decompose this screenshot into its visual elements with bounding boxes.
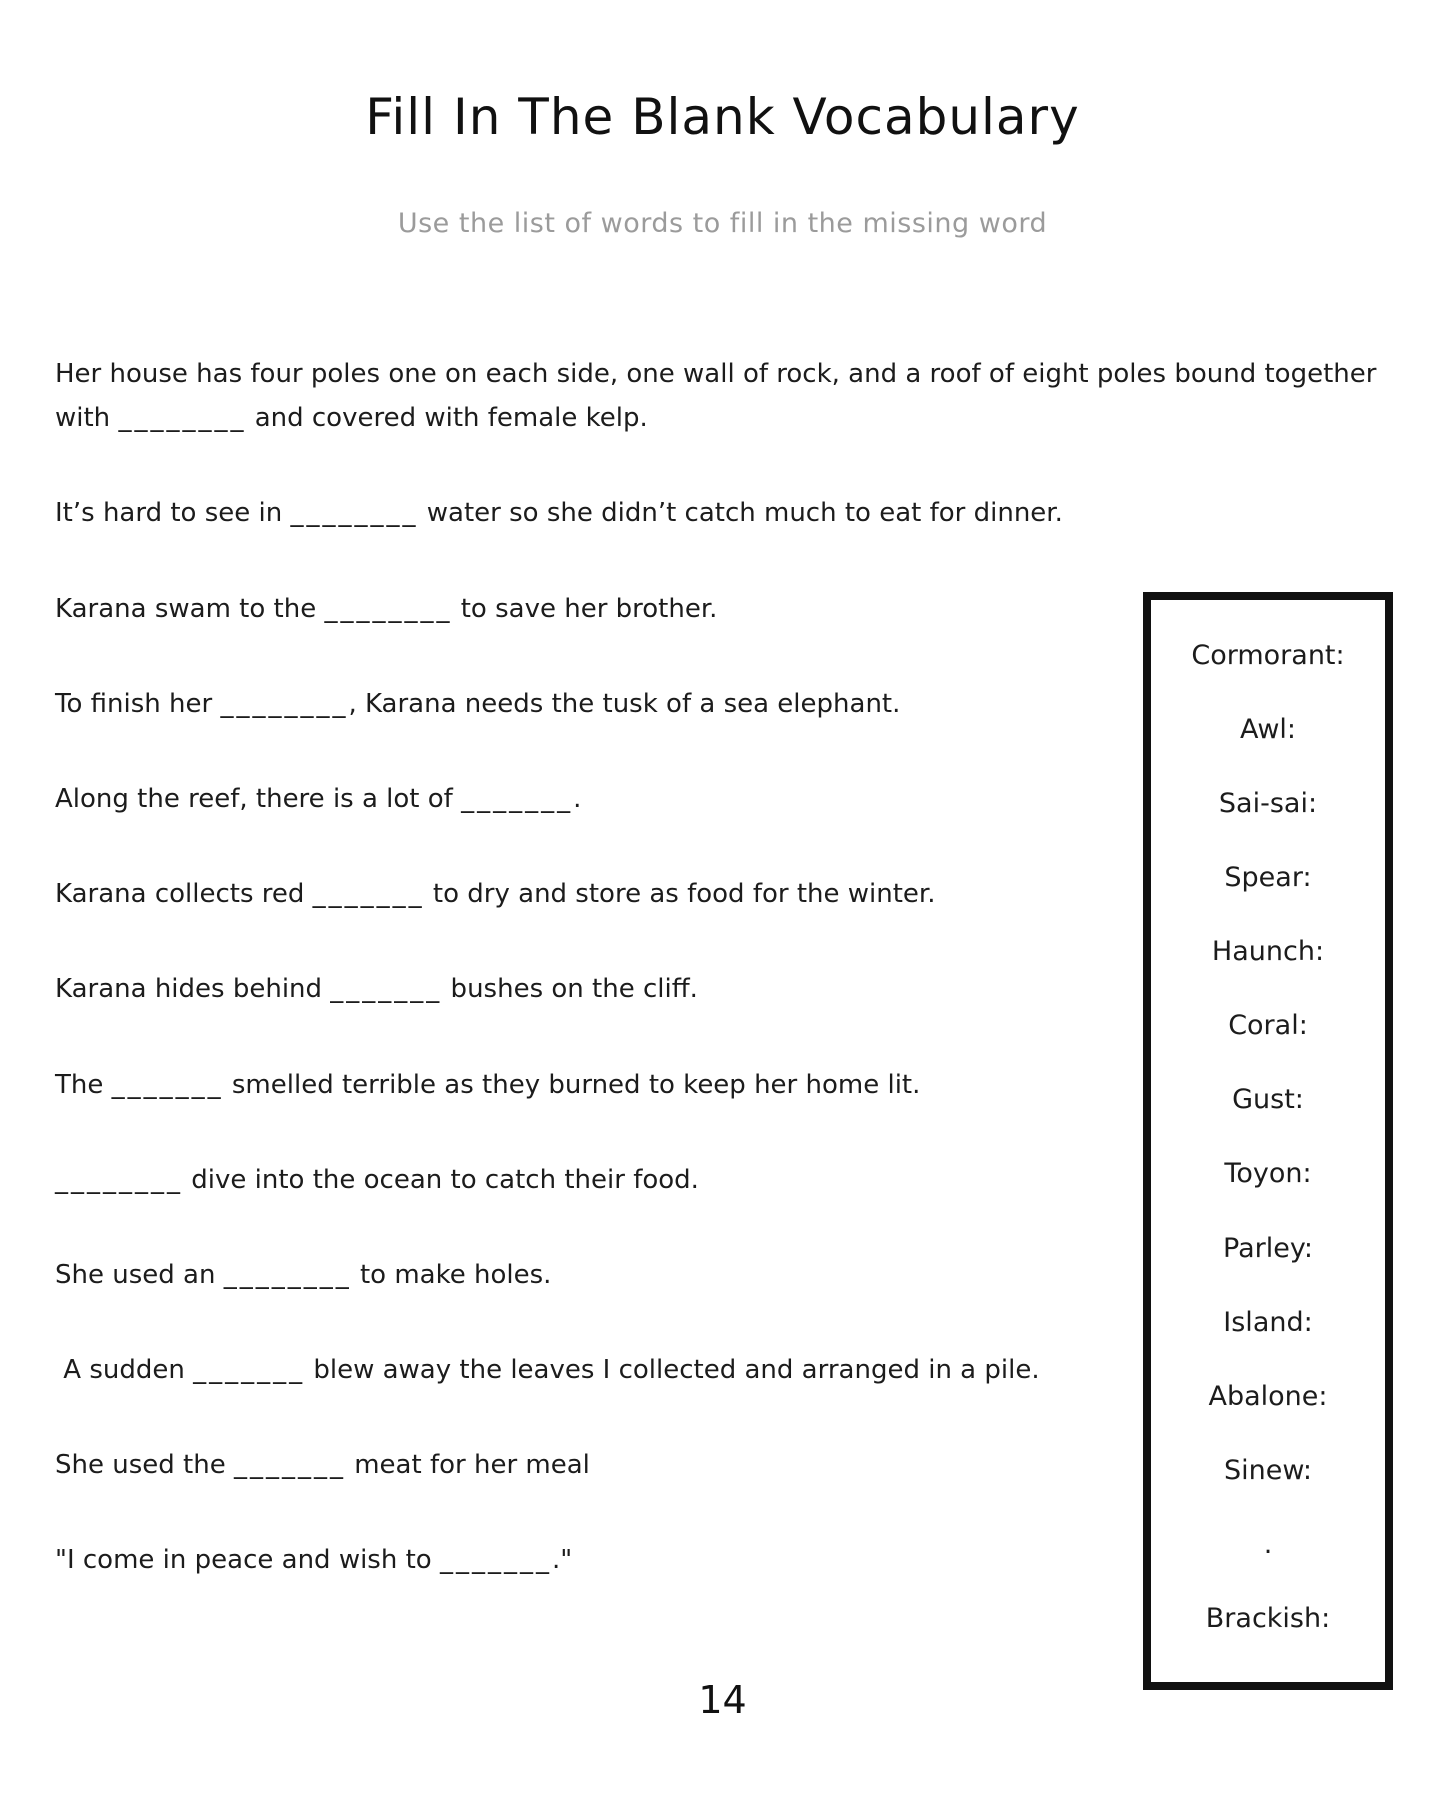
sentence: Karana swam to the ________ to save her brother. (55, 593, 718, 624)
sentence: To finish her ________, Karana needs the tusk of a sea elephant. (55, 688, 901, 719)
fill-in-blank: ________ (290, 498, 419, 529)
fill-in-blank: ________ (223, 1259, 352, 1290)
page-title: Fill In The Blank Vocabulary (365, 88, 1080, 146)
page-subtitle: Use the list of words to fill in the missing word (397, 208, 1048, 239)
fill-in-blank: _______ (193, 1355, 306, 1386)
sentence: It’s hard to see in ________ water so she didn’t catch much to eat for dinner. (55, 498, 1063, 529)
word-bank-item: Island: (1223, 1306, 1313, 1338)
sentence: ________ dive into the ocean to catch their food. (55, 1164, 699, 1195)
sentence: A sudden _______ blew away the leaves I collected and arranged in a pile. (55, 1355, 1040, 1386)
word-bank-item: Sinew: (1223, 1454, 1313, 1486)
word-bank-list (1151, 600, 1385, 1682)
sentence: She used the _______ meat for her meal (55, 1450, 590, 1481)
sentence: She used an ________ to make holes. (55, 1259, 552, 1290)
word-bank-item: Brackish: (1205, 1602, 1331, 1634)
fill-in-blank: ________ (220, 688, 349, 719)
word-bank-item: Haunch: (1211, 936, 1325, 968)
word-bank-box (1143, 592, 1393, 1690)
sentence: Along the reef, there is a lot of _______. (55, 783, 582, 814)
word-bank-item: Coral: (1228, 1010, 1308, 1042)
word-bank-item: Spear: (1224, 862, 1312, 894)
sentence: Her house has four poles one on each side, one wall of rock, and a roof of eight poles bound together with ________ and covered with female kelp. (55, 359, 1385, 434)
fill-in-blank: _______ (330, 974, 443, 1005)
word-bank-item: . (1263, 1528, 1273, 1560)
sentence: Karana hides behind _______ bushes on the cliff. (55, 974, 698, 1005)
fill-in-blank: ________ (118, 403, 247, 434)
word-bank-item: Abalone: (1208, 1380, 1328, 1412)
word-bank-item: Sai-sai: (1218, 788, 1318, 820)
word-bank-item: Cormorant: (1191, 640, 1345, 671)
fill-in-blank: _______ (312, 879, 425, 910)
page-number: 14 (698, 1678, 747, 1722)
fill-in-blank: _______ (233, 1450, 346, 1481)
word-bank-item: Parley: (1223, 1232, 1313, 1264)
sentence: Karana collects red _______ to dry and store as food for the winter. (55, 879, 936, 910)
sentence: "I come in peace and wish to _______." (55, 1545, 573, 1576)
fill-in-blank: ________ (55, 1164, 183, 1195)
fill-in-blank: _______ (461, 783, 574, 814)
fill-in-blank: _______ (439, 1545, 552, 1576)
fill-in-blank: _______ (111, 1069, 224, 1100)
word-bank-item: Awl: (1239, 714, 1297, 746)
word-bank-item: Gust: (1232, 1084, 1304, 1116)
fill-in-blank: ________ (324, 593, 453, 624)
sentence: The _______ smelled terrible as they burned to keep her home lit. (55, 1069, 921, 1100)
word-bank-item: Toyon: (1224, 1158, 1312, 1190)
